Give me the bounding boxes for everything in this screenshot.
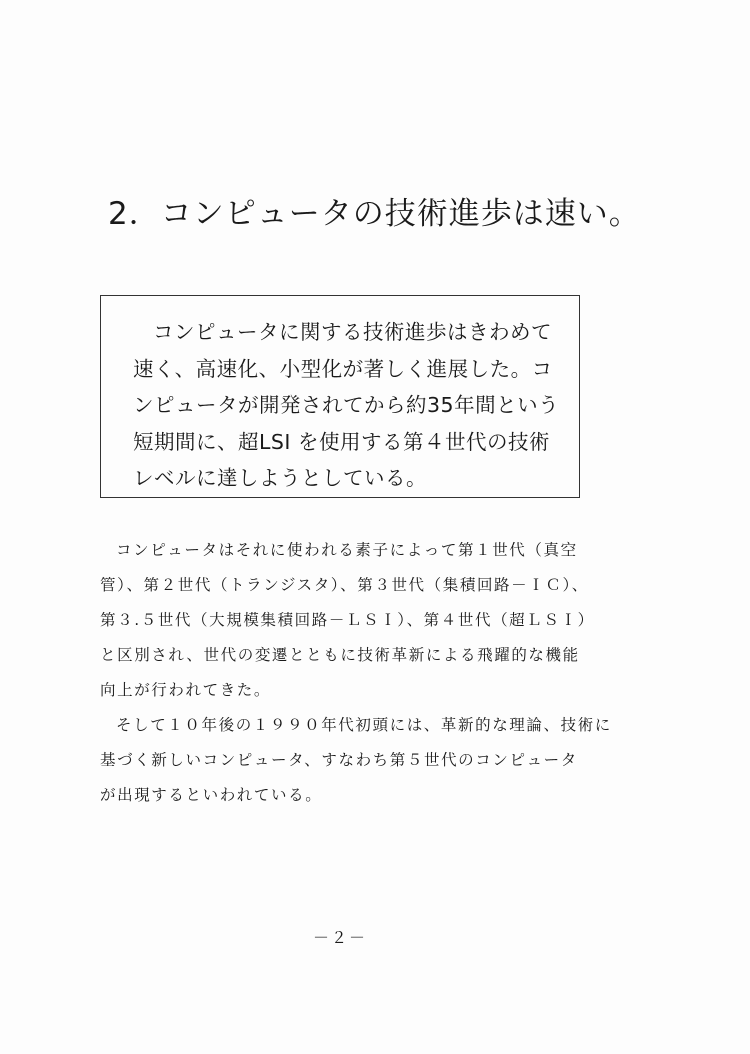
paragraph-line: 向上が行われてきた。	[100, 681, 272, 699]
body-text	[100, 533, 620, 813]
summary-line: レベルに達しようとしている。	[133, 466, 427, 490]
paragraph-line: 基づく新しいコンピュータ、すなわち第５世代のコンピュータ	[100, 751, 578, 769]
paragraph-line: が出現するといわれている。	[100, 786, 323, 804]
summary-line: ンピュータが開発されてから約35年間という	[133, 393, 560, 417]
summary-box	[100, 295, 580, 498]
summary-line: 短期間に、超LSI を使用する第４世代の技術	[133, 429, 550, 454]
summary-line: コンピュータに関する技術進歩はきわめて	[153, 320, 552, 344]
paragraph-line: コンピュータはそれに使われる素子によって第１世代（真空	[116, 541, 578, 559]
paragraph-line: 管）、第２世代（トランジスタ）、第３世代（集積回路－ＩＣ）、	[100, 576, 589, 594]
paragraph-line: そして１０年後の１９９０年代初頭には、革新的な理論、技術に	[116, 716, 612, 734]
paragraph-line: 第３.５世代（大規模集積回路－ＬＳＩ）、第４世代（超ＬＳＩ）	[100, 611, 595, 629]
section-title: 2．コンピュータの技術進歩は速い。	[108, 196, 641, 232]
page-number: －２－	[312, 928, 367, 947]
summary-line: 速く、高速化、小型化が著しく進展した。コ	[133, 356, 553, 381]
paragraph-line: と区別され、世代の変遷とともに技術革新による飛躍的な機能	[100, 646, 580, 664]
